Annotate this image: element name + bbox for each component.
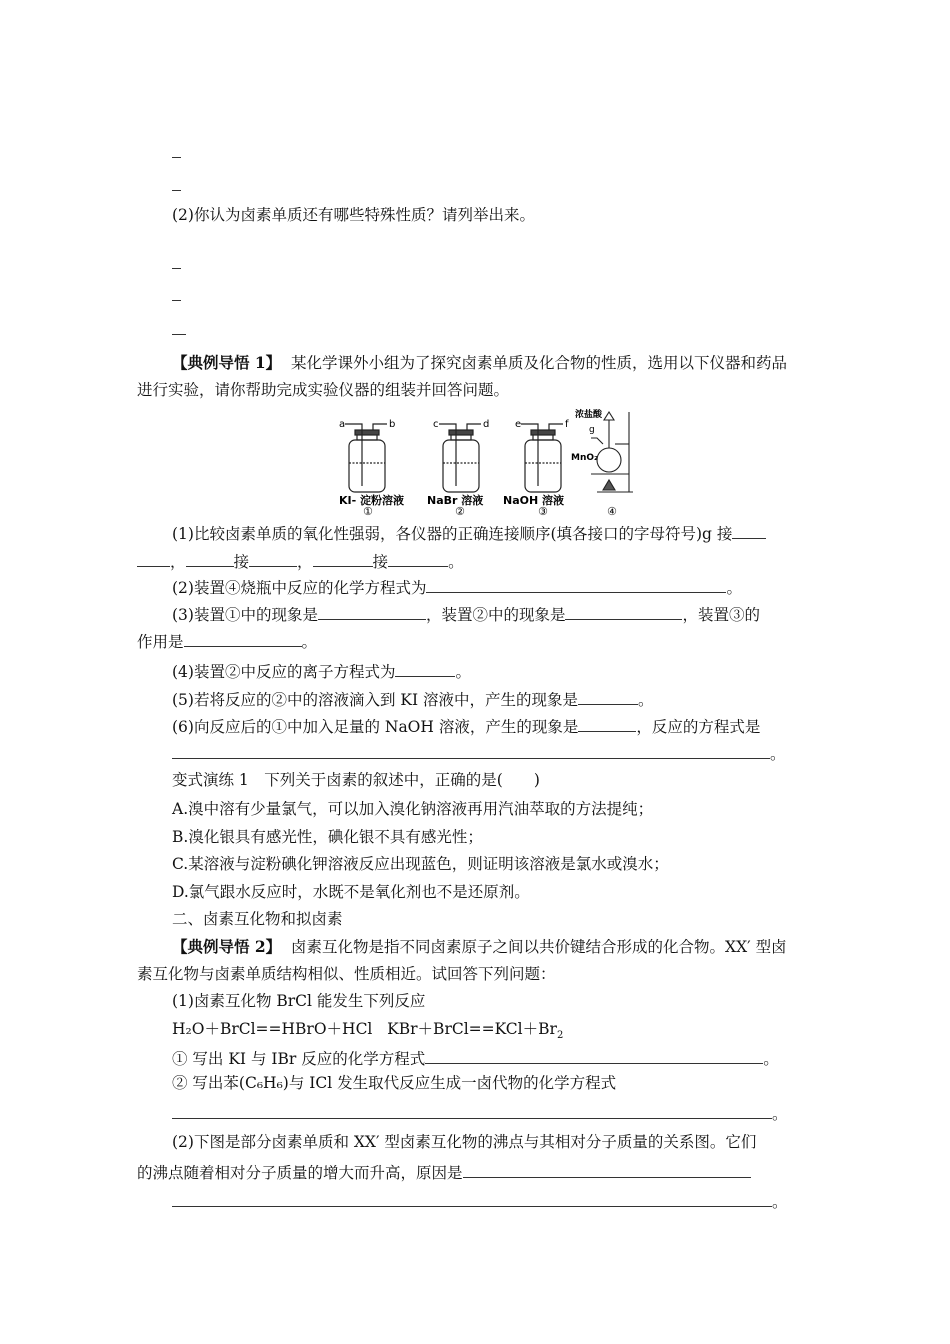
answer-dash — [172, 300, 181, 301]
period: 。 — [770, 745, 786, 763]
port-b: b — [389, 419, 396, 430]
separator: ， — [170, 553, 186, 571]
answer-blank[interactable] — [426, 578, 726, 593]
number-1: ① — [363, 505, 373, 516]
option-d[interactable]: D.氯气跟水反应时，水既不是氧化剂也不是还原剂。 — [172, 883, 530, 901]
ex1-q4-line — [172, 662, 471, 681]
port-e: e — [515, 419, 522, 430]
equation-2-subscript: 2 — [556, 1030, 564, 1042]
section-heading: 二、卤素互化物和拟卤素 — [172, 910, 343, 928]
ex1-q3-text-b: ，装置②中的现象是 — [425, 606, 566, 624]
separator: ， — [297, 553, 313, 571]
question-2: (2)你认为卤素单质还有哪些特殊性质？请列举出来。 — [172, 206, 535, 224]
answer-blank[interactable] — [578, 690, 638, 705]
answer-dash — [172, 268, 181, 269]
answer-blank[interactable] — [388, 552, 448, 567]
ex2-sub1-line — [172, 1049, 779, 1068]
mno2-label: MnO₂ — [571, 453, 598, 463]
ex2-q2-text: 的沸点随着相对分子质量的增大而升高，原因是 — [137, 1164, 463, 1182]
port-f: f — [565, 419, 569, 430]
ex2-sub1-text: ① 写出 KI 与 IBr 反应的化学方程式 — [172, 1050, 426, 1068]
answer-blank[interactable] — [172, 744, 770, 759]
option-a[interactable]: A.溴中溶有少量氯气，可以加入溴化钠溶液再用汽油萃取的方法提纯； — [172, 800, 654, 818]
ex2-q2-answer — [172, 1192, 788, 1211]
answer-dash — [172, 157, 181, 158]
period: 。 — [763, 1050, 779, 1068]
example-2-line-1 — [172, 939, 787, 956]
equation-1: H₂O＋BrCl==HBrO＋HCl — [172, 1020, 373, 1038]
bottle-1 — [345, 424, 387, 492]
answer-blank[interactable] — [565, 605, 682, 620]
ex1-q4-text: (4)装置②中反应的离子方程式为 — [172, 663, 396, 681]
port-d: d — [483, 419, 490, 430]
ex1-q3-line-2 — [137, 632, 317, 651]
ex1-q2-text: (2)装置④烧瓶中反应的化学方程式为 — [172, 579, 427, 597]
option-c[interactable]: C.某溶液与淀粉碘化钾溶液反应出现蓝色，则证明该溶液是氯水或溴水； — [172, 855, 669, 873]
period: 。 — [772, 1193, 788, 1211]
option-b[interactable]: B.溴化银具有感光性，碘化银不具有感光性； — [172, 828, 483, 846]
ex1-q6-line-2 — [172, 744, 786, 763]
example-1-text: 某化学课外小组为了探究卤素单质及化合物的性质，选用以下仪器和药品 — [291, 354, 788, 372]
number-2: ② — [455, 505, 465, 516]
example-2-line-2: 素互化物与卤素单质结构相似、性质相近。试回答下列问题： — [137, 965, 556, 983]
connect-word: 接 — [233, 553, 250, 571]
variant-1-stem: 变式演练 1 下列关于卤素的叙述中，正确的是( ) — [172, 771, 540, 789]
ex1-q3-line-1 — [172, 605, 760, 624]
ex2-q1: (1)卤素互化物 BrCl 能发生下列反应 — [172, 992, 426, 1010]
period: 。 — [455, 663, 471, 681]
bottle-2 — [439, 424, 481, 492]
example-2-text: 卤素互化物是指不同卤素原子之间以共价键结合形成的化合物。XX′ 型卤 — [291, 938, 787, 956]
ex1-q3-text-c: ，装置③的 — [682, 606, 760, 624]
answer-blank[interactable] — [186, 552, 234, 567]
period: 。 — [448, 553, 464, 571]
label-ki: KI- 淀粉溶液 — [339, 494, 405, 507]
answer-blank[interactable] — [318, 605, 426, 620]
answer-blank[interactable] — [172, 1192, 772, 1207]
period: 。 — [726, 579, 742, 597]
ex2-sub2-line: ② 写出苯(C₆H₆)与 ICl 发生取代反应生成一卤代物的化学方程式 — [172, 1074, 617, 1092]
answer-blank[interactable] — [578, 717, 636, 732]
example-1-line-1 — [172, 355, 787, 372]
connect-word: 接 — [372, 553, 389, 571]
answer-blank[interactable] — [463, 1163, 751, 1178]
ex1-q6-line-1 — [172, 717, 760, 736]
ex1-q5-text: (5)若将反应的②中的溶液滴入到 KI 溶液中，产生的现象是 — [172, 691, 579, 709]
answer-dash — [172, 334, 186, 335]
example-1-line-2: 进行实验，请你帮助完成实验仪器的组装并回答问题。 — [137, 381, 510, 399]
ex2-q2-line-2 — [137, 1163, 751, 1182]
example-1-tag: 【典例导悟 1】 — [172, 353, 282, 372]
label-nabr: NaBr 溶液 — [427, 494, 484, 507]
answer-dash — [172, 190, 181, 191]
ex1-q1-line-2 — [137, 552, 464, 571]
period: 。 — [772, 1105, 788, 1123]
port-a: a — [339, 419, 346, 430]
number-3: ③ — [538, 505, 548, 516]
answer-blank[interactable] — [184, 632, 302, 647]
answer-blank[interactable] — [425, 1049, 763, 1064]
ex2-q2-line-1: (2)下图是部分卤素单质和 XX′ 型卤素互化物的沸点与其相对分子质量的关系图。它们 — [172, 1133, 757, 1151]
port-c: c — [433, 419, 439, 430]
number-4: ④ — [607, 505, 617, 516]
apparatus-figure — [335, 408, 635, 516]
answer-blank[interactable] — [137, 552, 170, 567]
answer-blank[interactable] — [249, 552, 297, 567]
answer-blank[interactable] — [395, 662, 455, 677]
bottle-3 — [521, 424, 563, 492]
ex1-q3-text-d: 作用是 — [137, 633, 184, 651]
answer-blank[interactable] — [732, 524, 766, 539]
ex1-q6-text-b: ，反应的方程式是 — [636, 718, 761, 736]
example-2-tag: 【典例导悟 2】 — [172, 937, 282, 956]
acid-label: 浓盐酸 — [575, 410, 603, 420]
ex1-q5-line — [172, 690, 654, 709]
answer-blank[interactable] — [313, 552, 373, 567]
answer-blank[interactable] — [172, 1104, 772, 1119]
flask-apparatus — [591, 412, 633, 492]
ex1-q2-line — [172, 578, 742, 597]
equation-2: KBr＋BrCl==KCl＋Br — [387, 1020, 557, 1038]
ex1-q3-text-a: (3)装置①中的现象是 — [172, 606, 318, 624]
g-label: g — [589, 425, 595, 435]
period: 。 — [638, 691, 654, 709]
ex1-q1-text: (1)比较卤素单质的氧化性强弱，各仪器的正确连接顺序(填各接口的字母符号)g 接 — [172, 525, 733, 543]
ex1-q6-text-a: (6)向反应后的①中加入足量的 NaOH 溶液，产生的现象是 — [172, 718, 579, 736]
period: 。 — [301, 633, 318, 651]
ex1-q1-line-1 — [172, 524, 766, 543]
ex2-equations — [172, 1022, 563, 1041]
ex2-sub2-answer — [172, 1104, 788, 1123]
label-naoh: NaOH 溶液 — [503, 494, 565, 507]
